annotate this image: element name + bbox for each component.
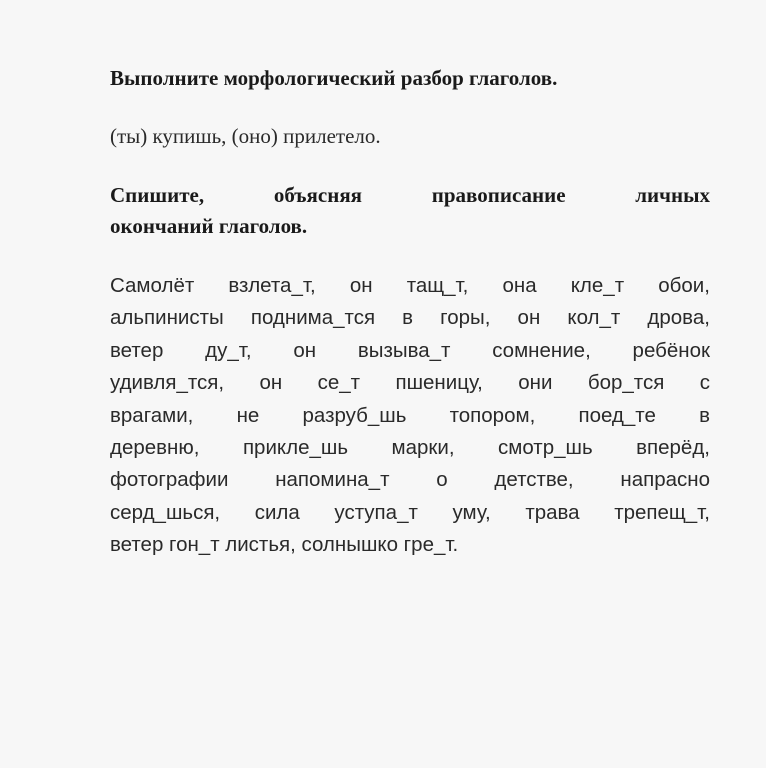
heading-word: личных [635, 183, 710, 207]
exercise-word: в [402, 306, 414, 330]
heading-word: окончаний глаголов. [110, 214, 308, 238]
exercise-text [110, 270, 710, 562]
exercise-word: уму, [452, 500, 491, 524]
exercise-word: дрова, [647, 306, 710, 330]
exercise-word: кле_т [570, 274, 625, 297]
exercise-word: напрасно [620, 468, 710, 492]
exercise-word: ду_т, [205, 338, 252, 362]
exercise-word: они [518, 371, 553, 395]
exercise-line-3 [110, 335, 710, 367]
exercise-line-1 [110, 270, 710, 302]
exercise-word: обои, [658, 274, 710, 297]
exercise-word: он [259, 371, 283, 395]
exercise-word: вызыва_т [357, 338, 451, 362]
exercise-word: ребёнок [632, 338, 710, 362]
exercise-word: вперёд, [636, 435, 710, 459]
exercise-word: в [699, 403, 710, 427]
task2-heading-line-1 [110, 180, 710, 211]
exercise-word: фотографии [110, 468, 229, 492]
exercise-word: уступа_т [334, 500, 418, 524]
exercise-word: горы, [440, 306, 491, 330]
exercise-word: разруб_шь [302, 403, 407, 427]
exercise-line-8 [110, 497, 710, 529]
exercise-word: он [349, 274, 373, 297]
exercise-word: топором, [449, 403, 536, 427]
exercise-word: о [436, 468, 448, 492]
heading-word: Спишите, [110, 183, 205, 207]
exercise-word: не [236, 403, 260, 427]
heading-word: объясняя [273, 183, 363, 207]
exercise-line-2 [110, 302, 710, 334]
exercise-word: напомина_т [275, 468, 390, 492]
exercise-word: поднима_тся [250, 306, 376, 330]
exercise-word: трепещ_т, [614, 500, 710, 524]
exercise-word: Самолёт [110, 274, 195, 297]
exercise-word: она [502, 274, 537, 297]
exercise-word: бор_тся [587, 371, 665, 395]
exercise-word: сила [254, 500, 300, 524]
exercise-word: прикле_шь [242, 435, 348, 459]
exercise-line-9 [110, 529, 710, 561]
exercise-word: взлета_т, [228, 274, 316, 297]
exercise-word: серд_шься, [110, 500, 221, 524]
exercise-word: се_т [317, 371, 361, 395]
task1-heading [110, 66, 710, 91]
task1-words [110, 124, 710, 149]
task2-heading-line-2 [110, 211, 710, 242]
exercise-line-7 [110, 464, 710, 496]
exercise-word: марки, [391, 435, 455, 459]
exercise-word: он [293, 338, 317, 362]
exercise-word: поед_те [578, 403, 656, 427]
exercise-word: он [517, 306, 541, 330]
task1-heading-text: Выполните морфологический разбор глаголов. [110, 66, 558, 90]
exercise-line-4 [110, 367, 710, 399]
task2-heading [110, 180, 710, 242]
exercise-word: сомнение, [492, 338, 591, 362]
exercise-word: ветер гон_т листья, солнышко гре_т. [110, 533, 459, 557]
exercise-word: кол_т [567, 306, 621, 330]
exercise-word: с [699, 371, 710, 395]
exercise-word: ветер [110, 338, 164, 362]
exercise-word: врагами, [110, 403, 194, 427]
exercise-line-5 [110, 400, 710, 432]
exercise-word: смотр_шь [498, 435, 593, 459]
heading-word: правописание [431, 183, 566, 207]
exercise-word: удивля_тся, [110, 371, 225, 395]
exercise-word: альпинисты [110, 306, 224, 330]
exercise-word: трава [525, 500, 580, 524]
exercise-word: пшеницу, [395, 371, 483, 395]
exercise-word: тащ_т, [406, 274, 469, 297]
exercise-word: деревню, [110, 435, 200, 459]
exercise-line-6 [110, 432, 710, 464]
exercise-word: детстве, [494, 468, 574, 492]
task1-words-text: (ты) купишь, (оно) прилетело. [110, 124, 381, 148]
